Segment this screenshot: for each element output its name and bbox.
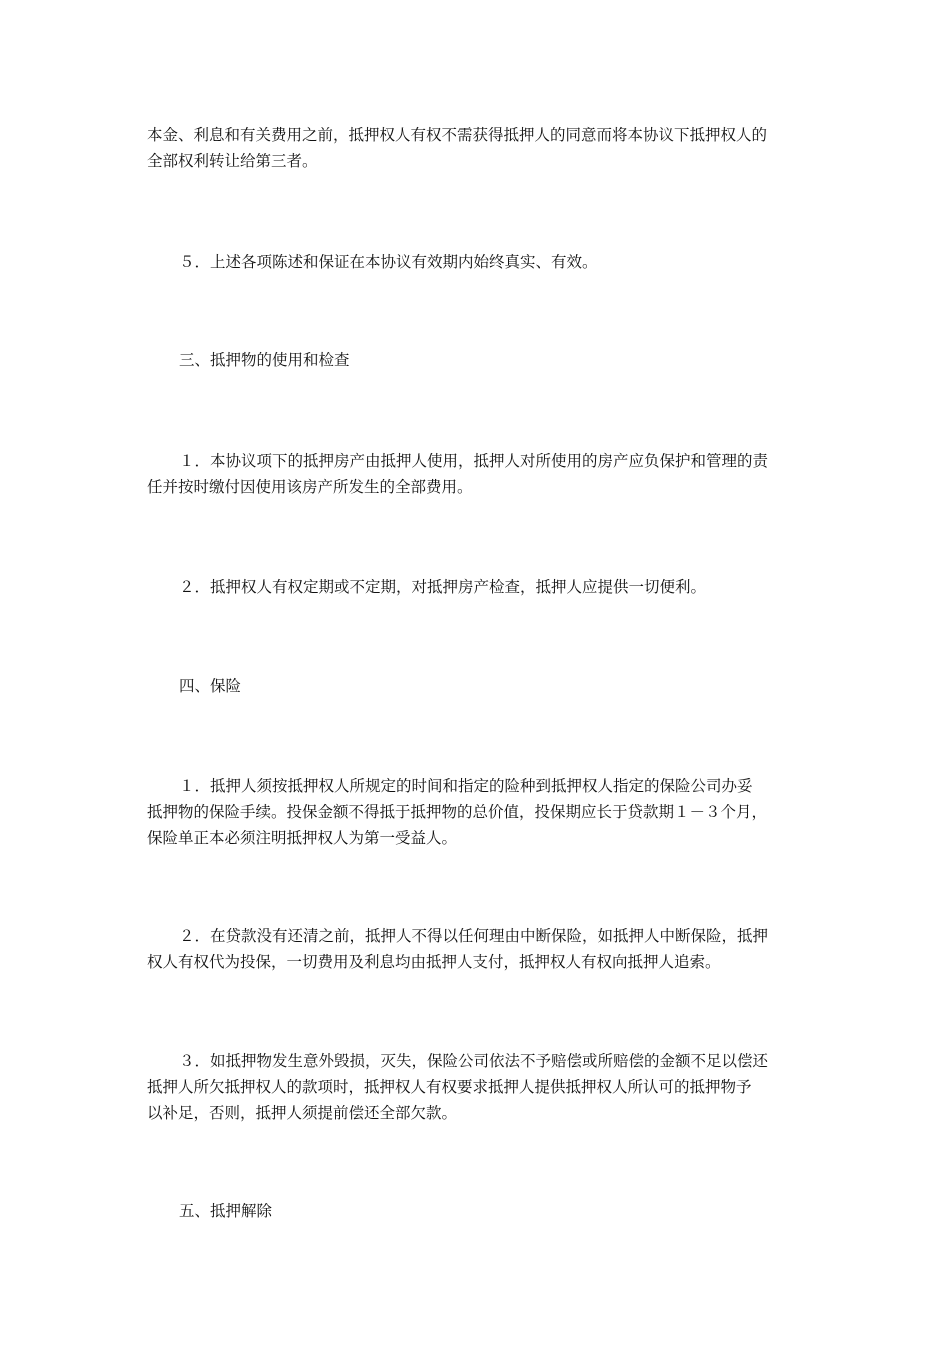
paragraph-clause-5 — [147, 249, 812, 275]
paragraph-insurance-clause-1 — [147, 773, 812, 851]
text-line: ２．在贷款没有还清之前，抵押人不得以任何理由中断保险，如抵押人中断保险，抵押 — [179, 927, 769, 945]
text-line: ３．如抵押物发生意外毁损，灭失，保险公司依法不予赔偿或所赔偿的金额不足以偿还 — [179, 1052, 769, 1070]
paragraph-insurance-clause-2 — [147, 923, 812, 975]
text-line: 全部权利转让给第三者。 — [147, 152, 318, 170]
text-line: 三、抵押物的使用和检查 — [179, 351, 350, 369]
text-line: ５．上述各项陈述和保证在本协议有效期内始终真实、有效。 — [179, 253, 598, 271]
section-heading-3 — [147, 347, 812, 373]
text-line: 权人有权代为投保，一切费用及利息均由抵押人支付，抵押权人有权向抵押人追索。 — [147, 953, 721, 971]
paragraph-use-clause-1 — [147, 448, 812, 500]
text-line: 任并按时缴付因使用该房产所发生的全部费用。 — [147, 478, 473, 496]
section-heading-4 — [147, 673, 812, 699]
text-line: 抵押人所欠抵押权人的款项时，抵押权人有权要求抵押人提供抵押权人所认可的抵押物予 — [147, 1078, 752, 1096]
paragraph-insurance-clause-3 — [147, 1048, 812, 1126]
text-line: １．本协议项下的抵押房产由抵押人使用，抵押人对所使用的房产应负保护和管理的责 — [179, 452, 769, 470]
text-line: ２．抵押权人有权定期或不定期，对抵押房产检查，抵押人应提供一切便利。 — [179, 578, 707, 596]
paragraph-use-clause-2 — [147, 574, 812, 600]
text-line: 抵押物的保险手续。投保金额不得抵于抵押物的总价值，投保期应长于贷款期１－３个月， — [147, 803, 768, 821]
text-line: 保险单正本必须注明抵押权人为第一受益人。 — [147, 829, 458, 847]
section-heading-5 — [147, 1198, 812, 1224]
text-line: 以补足，否则，抵押人须提前偿还全部欠款。 — [147, 1104, 458, 1122]
text-line: 四、保险 — [179, 677, 242, 695]
text-line: 本金、利息和有关费用之前，抵押权人有权不需获得抵押人的同意而将本协议下抵押权人的 — [147, 126, 768, 144]
text-line: １．抵押人须按抵押权人所规定的时间和指定的险种到抵押权人指定的保险公司办妥 — [179, 777, 753, 795]
paragraph-transfer-rights — [147, 122, 812, 174]
text-line: 五、抵押解除 — [179, 1202, 273, 1220]
